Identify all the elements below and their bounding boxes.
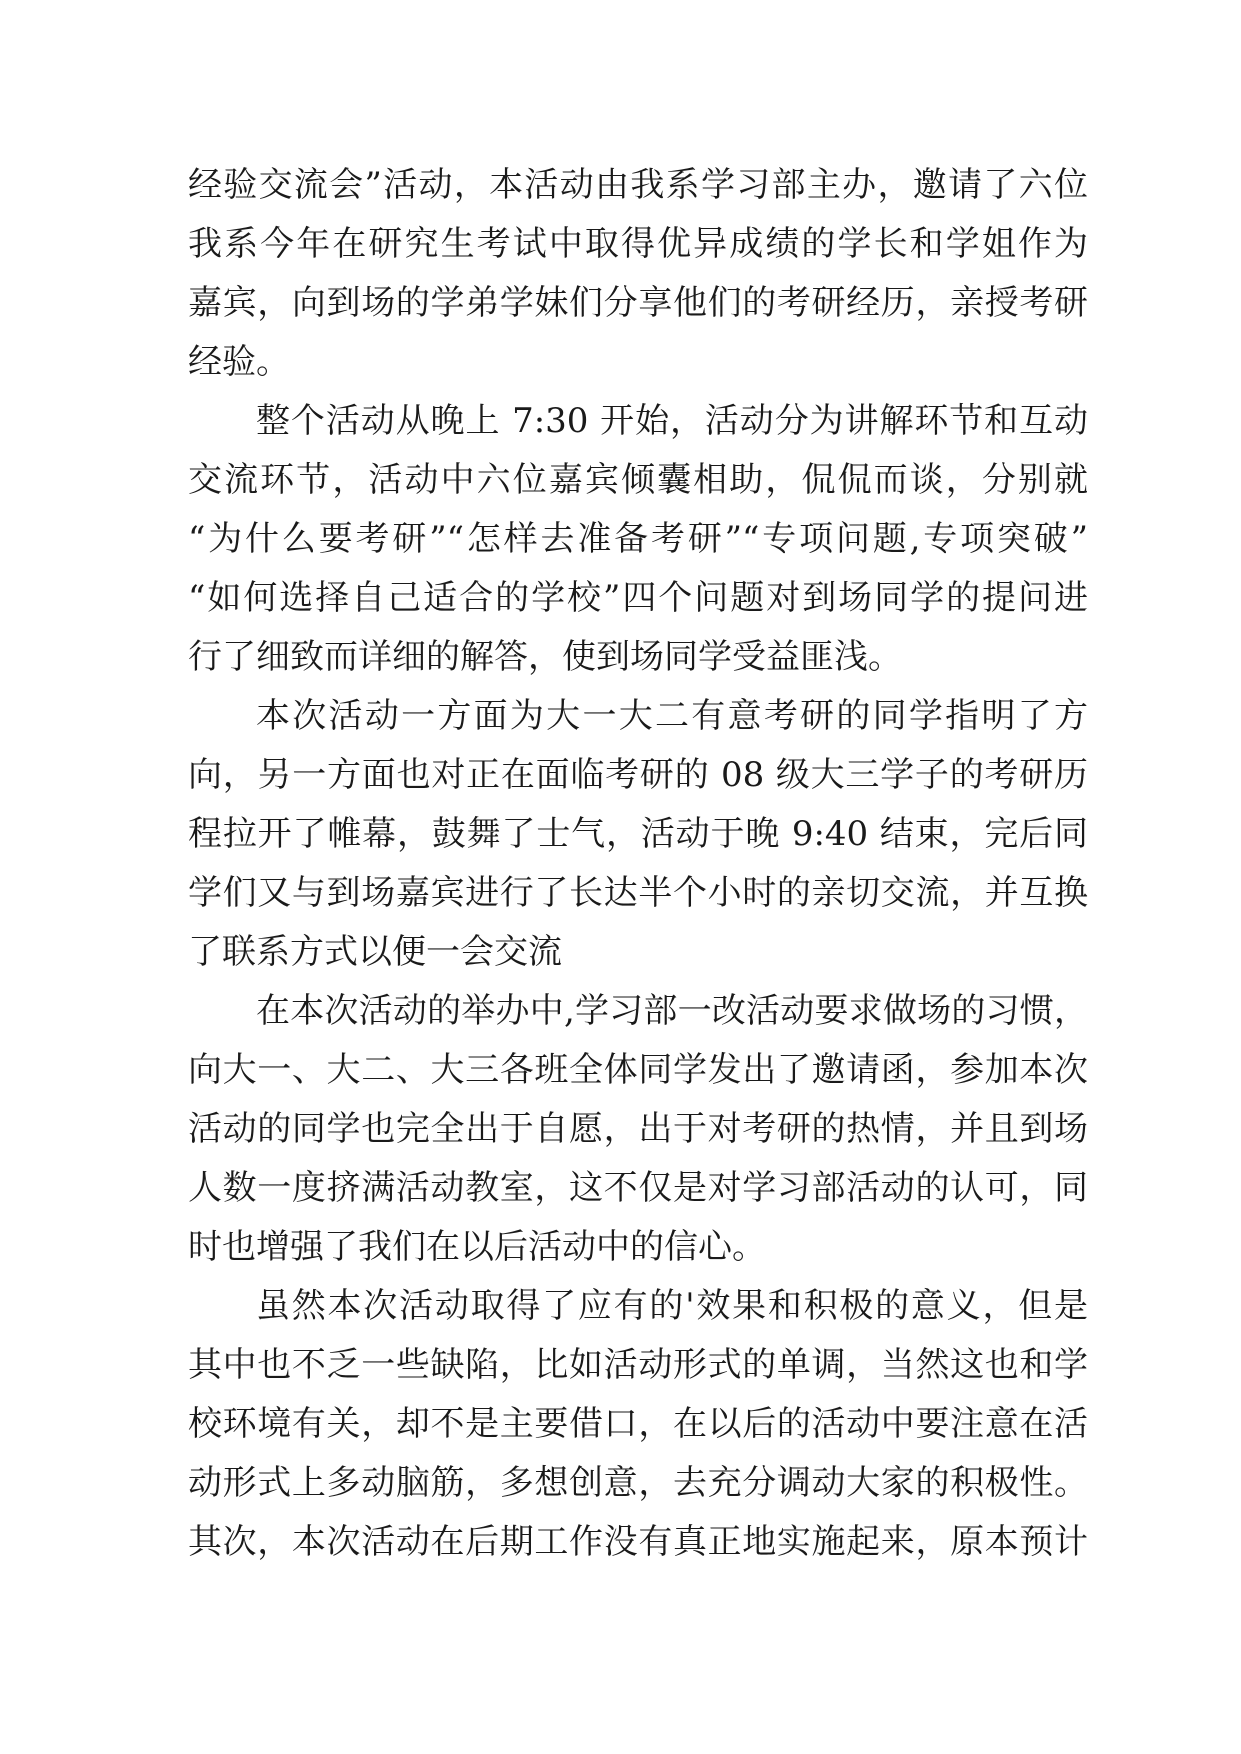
document-body [188, 156, 1088, 1572]
text-line: 向，另一方面也对正在面临考研的 08 级大三学子的考研历 [188, 755, 1088, 795]
text-line: 本次活动一方面为大一大二有意考研的同学指明了方 [256, 696, 1088, 736]
text-line: 向大一、大二、大三各班全体同学发出了邀请函，参加本次 [188, 1050, 1088, 1090]
text-line: 人数一度挤满活动教室，这不仅是对学习部活动的认可，同 [188, 1168, 1088, 1208]
text-line: 我系今年在研究生考试中取得优异成绩的学长和学姐作为 [188, 224, 1088, 264]
text-line: 学们又与到场嘉宾进行了长达半个小时的亲切交流，并互换 [188, 873, 1088, 913]
text-line: 校环境有关，却不是主要借口，在以后的活动中要注意在活 [188, 1404, 1088, 1444]
text-line: 其中也不乏一些缺陷，比如活动形式的单调，当然这也和学 [188, 1345, 1088, 1385]
text-line: 了联系方式以便一会交流 [188, 932, 562, 972]
text-line: 在本次活动的举办中,学习部一改活动要求做场的习惯， [256, 991, 1088, 1031]
text-line: 其次，本次活动在后期工作没有真正地实施起来，原本预计 [188, 1522, 1088, 1562]
text-line: 活动的同学也完全出于自愿，出于对考研的热情，并且到场 [188, 1109, 1088, 1149]
text-line: 整个活动从晚上 7:30 开始，活动分为讲解环节和互动 [256, 401, 1088, 441]
text-line: 程拉开了帷幕，鼓舞了士气，活动于晚 9:40 结束，完后同 [188, 814, 1088, 854]
text-line: 经验。 [188, 342, 290, 382]
text-line: 虽然本次活动取得了应有的'效果和积极的意义，但是 [256, 1286, 1088, 1326]
text-line: 交流环节，活动中六位嘉宾倾囊相助，侃侃而谈，分别就 [188, 460, 1088, 500]
text-line: 嘉宾，向到场的学弟学妹们分享他们的考研经历，亲授考研 [188, 283, 1088, 323]
text-line: 动形式上多动脑筋，多想创意，去充分调动大家的积极性。 [188, 1463, 1088, 1503]
text-line: “为什么要考研”“怎样去准备考研”“专项问题,专项突破” [188, 519, 1088, 559]
text-line: “如何选择自己适合的学校”四个问题对到场同学的提问进 [188, 578, 1088, 618]
text-line: 行了细致而详细的解答，使到场同学受益匪浅。 [188, 637, 902, 677]
text-line: 时也增强了我们在以后活动中的信心。 [188, 1227, 766, 1267]
text-line: 经验交流会”活动，本活动由我系学习部主办，邀请了六位 [188, 165, 1088, 205]
